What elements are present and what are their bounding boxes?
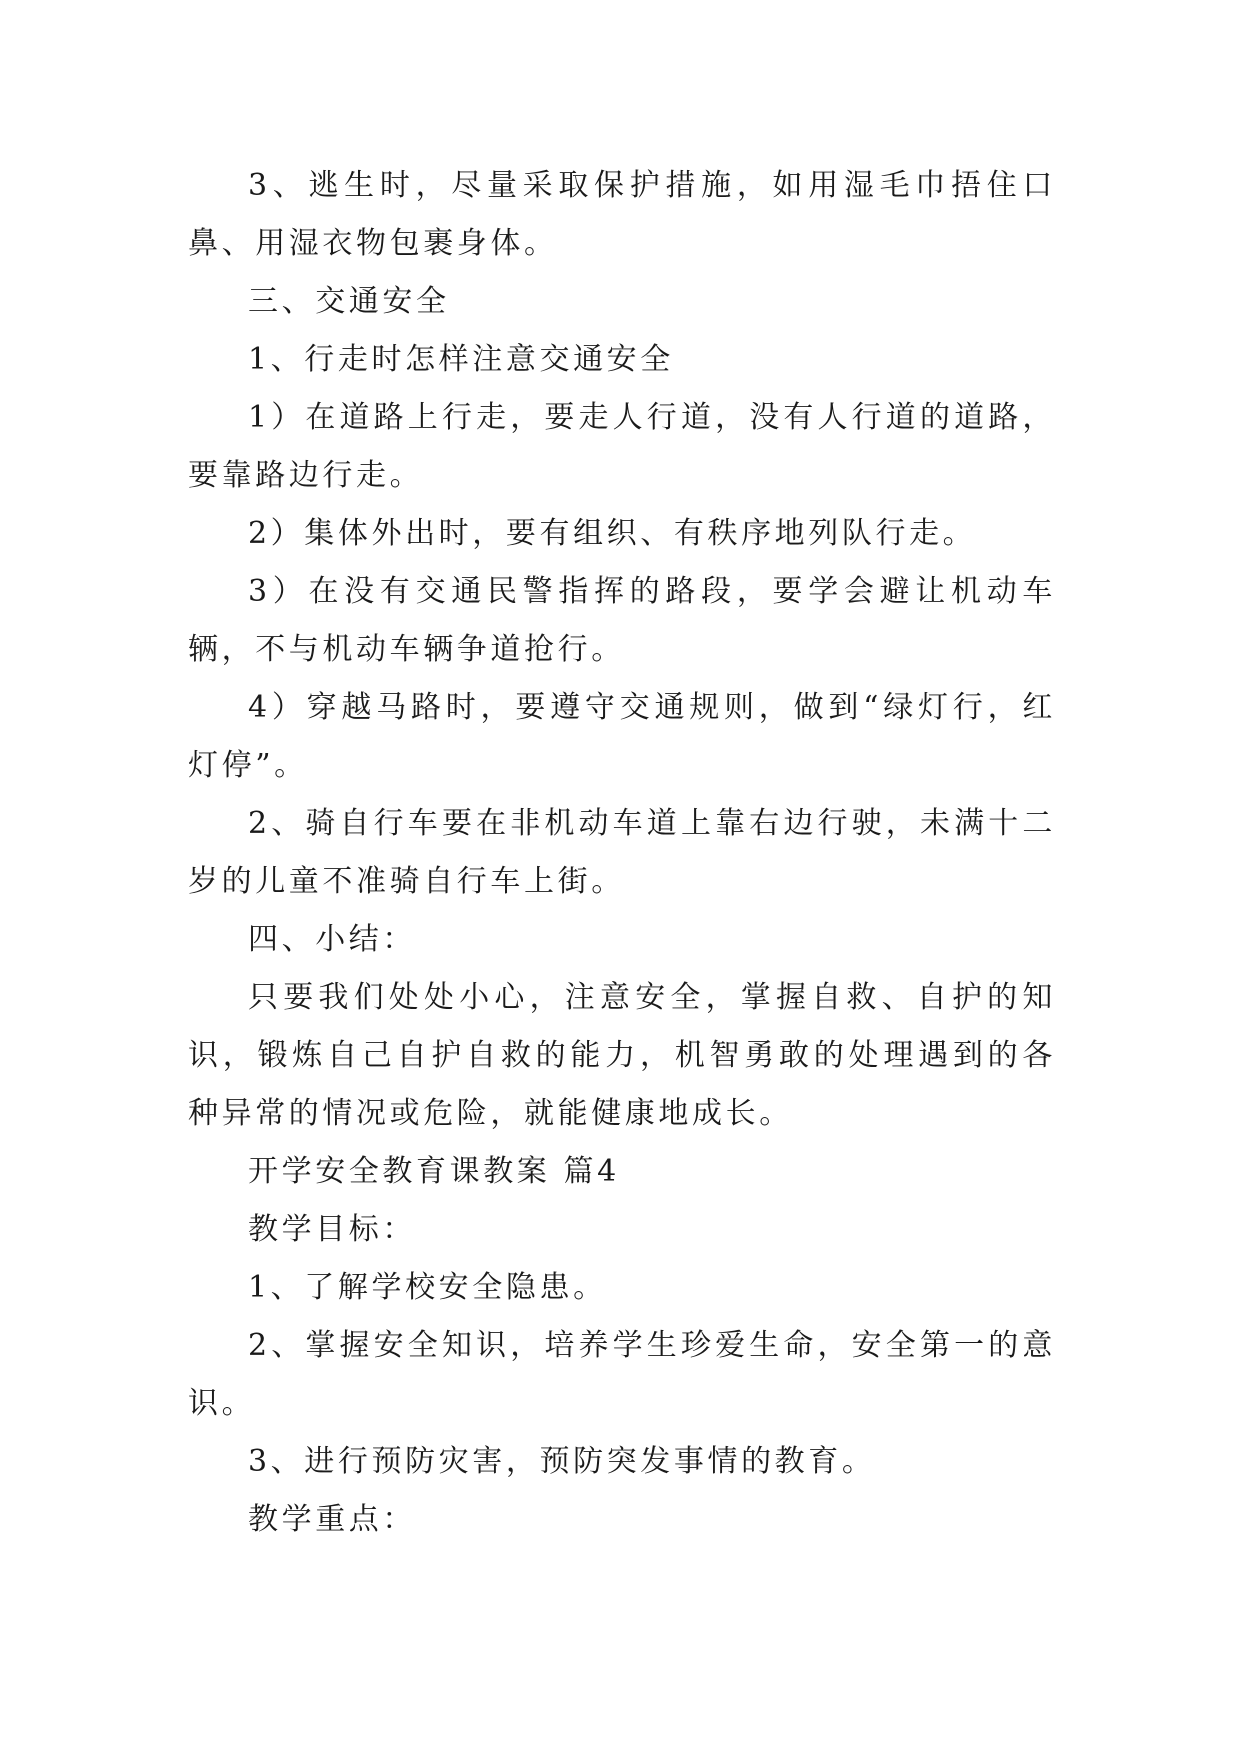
goal-item-3: 3、进行预防灾害，预防突发事情的教育。: [248, 1444, 876, 1479]
heading-teaching-goals: 教学目标：: [248, 1212, 416, 1247]
paragraph-yield-vehicles: 3）在没有交通民警指挥的路段，要学会避让机动车辆，不与机动车辆争道抢行。: [188, 574, 1056, 667]
paragraph-sidewalk: 1）在道路上行走，要走人行道，没有人行道的道路，要靠路边行走。: [188, 400, 1056, 493]
paragraph-escape-measures: 3、逃生时，尽量采取保护措施，如用湿毛巾捂住口鼻、用湿衣物包裹身体。: [188, 168, 1056, 261]
subheading-walking-safety: 1、行走时怎样注意交通安全: [248, 342, 674, 377]
heading-teaching-focus: 教学重点：: [248, 1502, 416, 1537]
paragraph-summary: 只要我们处处小心，注意安全，掌握自救、自护的知识，锻炼自己自护自救的能力，机智勇敢的处理遇到的各种异常的情况或危险，就能健康地成长。: [188, 980, 1056, 1131]
goal-item-2: 2、掌握安全知识，培养学生珍爱生命，安全第一的意识。: [188, 1328, 1056, 1421]
section-heading-traffic-safety: 三、交通安全: [248, 284, 450, 319]
goal-item-1: 1、了解学校安全隐患。: [248, 1270, 607, 1305]
lesson-title: 开学安全教育课教案 篇4: [248, 1154, 620, 1189]
document-body: [188, 157, 1056, 1549]
paragraph-crossing-road: 4）穿越马路时，要遵守交通规则，做到“绿灯行，红灯停”。: [188, 690, 1056, 783]
section-heading-summary: 四、小结：: [248, 922, 416, 957]
paragraph-bicycle: 2、骑自行车要在非机动车道上靠右边行驶，未满十二岁的儿童不准骑自行车上街。: [188, 806, 1056, 899]
paragraph-group-outing: 2）集体外出时，要有组织、有秩序地列队行走。: [248, 516, 977, 551]
